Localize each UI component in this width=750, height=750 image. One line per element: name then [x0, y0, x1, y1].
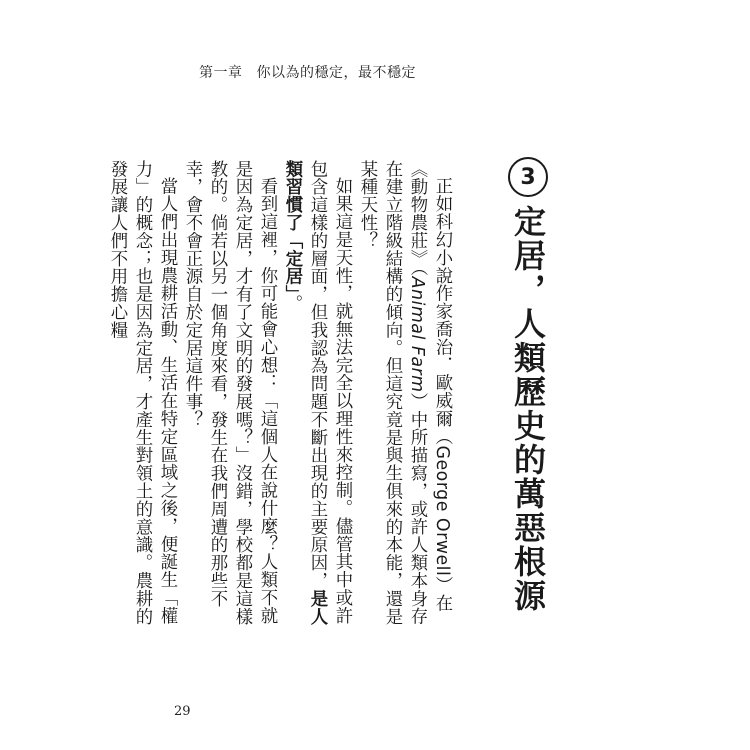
paragraph-2-part-a: 如果這是天性，就無法完全以理性來控制。儘管其中或許包含這樣的層面，但我認為問題不斷出現的主要原因，: [307, 160, 352, 625]
body-text: [107, 160, 454, 638]
section-title: 定居，人類歷史的萬惡根源: [509, 205, 547, 613]
paragraph-3: 看到這裡，你可能會心想：「這個人在說什麼？人類不就是因為定居，才有了文明的發展嗎？」沒錯，學校都是這樣教的。倘若以另一個角度來看，發生在我們周遭的那些不幸，會不會正源自於定居這件事？: [182, 160, 277, 626]
running-header: [199, 62, 416, 82]
paragraph-2: [279, 160, 354, 638]
paragraph-2-part-b: 。: [282, 294, 302, 313]
chapter-title: 你以為的穩定，最不穩定: [256, 65, 416, 81]
paragraph-1: [354, 160, 454, 638]
paragraph-2-emphasis: 是人類習慣了「定居」: [282, 160, 327, 626]
paragraph-1-part-c: ）中所描寫，或許人類本身存在建立階級結構的傾向。但這究竟是與生俱來的本能，還是某種天性？: [357, 160, 427, 626]
section-number-badge: [508, 157, 548, 197]
author-latin-name: George Orwell: [432, 445, 452, 577]
section-number: 3: [520, 164, 536, 190]
page-number: 29: [174, 704, 191, 719]
paragraph-1-part-b: ）在《動物農莊》（: [407, 160, 452, 613]
paragraph-4: 當人們出現農耕活動、生活在特定區域之後，便誕生「權力」的概念；也是因為定居，才產生對領土的意識。農耕的發展讓人們不用擔心糧: [107, 160, 177, 626]
book-latin-title: Animal Farm: [407, 276, 427, 393]
paragraph-1-part-a: 正如科幻小說作家喬治．歐威爾（: [432, 177, 452, 446]
chapter-label: 第一章: [199, 65, 243, 81]
